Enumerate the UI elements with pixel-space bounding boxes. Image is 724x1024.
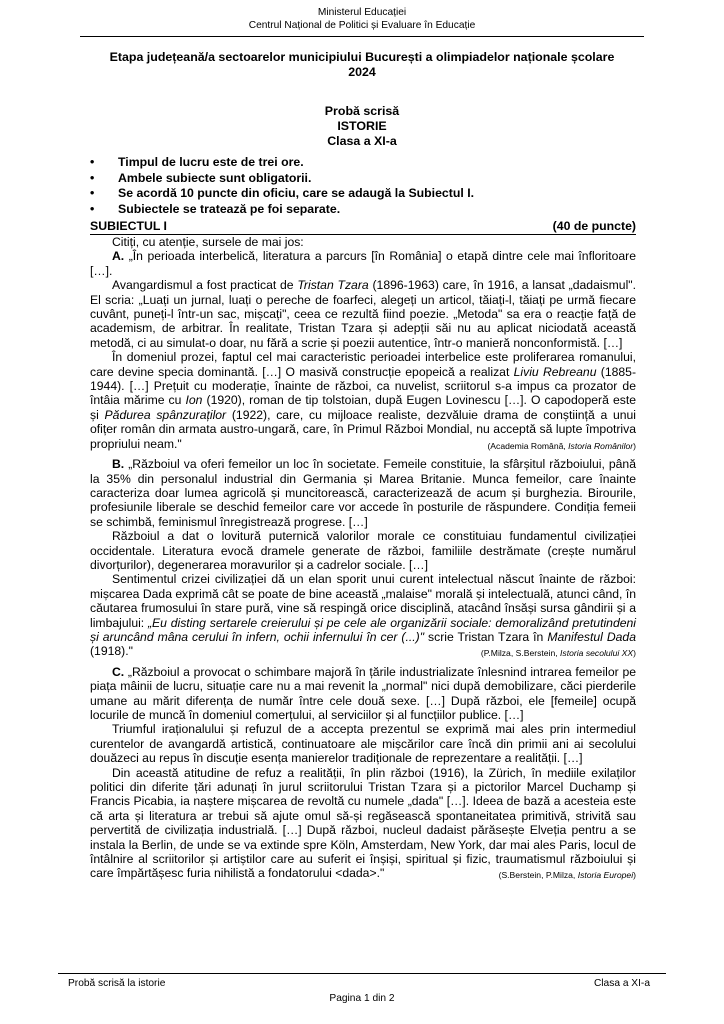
tzara-quote: „Eu disting sertarele creierului și pe cele ale organizării sociale: demoralizând pretutindeni și aruncând mâna cerului în infern, ochii infernului în cer (...)"	[90, 615, 636, 644]
source-c-paragraph-3: Din această atitudine de refuz a realității, în plin război (1916), la Zürich, în mediile exilaților politici din diferite țări adunați în jurul scriitorului Tristan Tzara și a pictorilor Marcel Duchamp și Francis Picabia, ia naștere mișcarea de revoltă cu numele „dada" […]. Ideea de bază a acesteia este că arta și literatura ar trebui să ajute omul să-și regăsească spontaneitatea primitivă, strivită sau pervertită de civilizația industrială. […] După război, nucleul dadaist părăsește Elveția pentru a se instala la Berlin, de unde se va extinde spre Köln, Amsterdam, New York, dar mai ales Paris, locul de întâlnire al scriitorilor și artiștilor care au suferit ei înșiși, spiritual și fizic, traumatismul războiului și care împărtășesc furia nihilistă a fondatorului <dada>." (S.Berstein, P.Milza, Istoria Europei)	[90, 766, 636, 881]
source-b-paragraph-3: Sentimentul crizei civilizației dă un elan sporit unui curent intelectual născut înainte de război: mișcarea Dada exprimă cât se poate de bine această „malaise" morală și intelectuală, atunci când, în căutarea frumosului în stare pură, vine să respingă orice disciplină, atacând însăși sursa gândirii și a limbajului: „Eu disting sertarele creierului și pe cele ale organizării sociale: demoralizând pretutindeni și aruncând mâna cerului în infern, ochii infernului în cer (...)" scrie Tristan Tzara în Manifestul Dada (1918)." (P.Milza, S.Berstein, Istoria secolului XX)	[90, 572, 636, 658]
footer-grade: Clasa a XI-a	[593, 978, 650, 989]
footer-divider	[58, 973, 666, 974]
rule-item: • Timpul de lucru este de trei ore.	[90, 155, 650, 171]
rule-item: • Se acordă 10 puncte din oficiu, care se adaugă la Subiectul I.	[90, 186, 650, 202]
event-title-text: Etapa județeană/a sectoarelor municipiului București a olimpiadelor naționale școlare	[109, 50, 615, 64]
source-a-citation: (Academia Română, Istoria Românilor)	[487, 440, 636, 451]
exam-type: Probă scrisă	[324, 104, 400, 118]
subject-heading	[90, 219, 636, 235]
work-manifestul-dada: Manifestul Dada	[547, 629, 636, 644]
exam-subject: ISTORIE	[337, 119, 387, 133]
subject-points: (40 de puncte)	[552, 219, 636, 233]
source-c-letter: C.	[112, 664, 125, 679]
source-c-citation: (S.Berstein, P.Milza, Istoria Europei)	[498, 870, 636, 881]
event-title	[60, 50, 664, 79]
rule-item: • Subiectele se tratează pe foi separate.	[90, 202, 650, 218]
source-a-paragraph-3: În domeniul prozei, faptul cel mai caracteristic perioadei interbelice este proliferarea romanului, care devine specia dominantă. […] O masivă construcție epopeică a realizat Liviu Rebreanu (1885-1944). […] Prețuit cu moderație, înainte de război, ca nuvelist, scriitorul s-a impus ca prozator de întâia mărime cu Ion (1920), roman de tip tolstoian, după Eugen Lovinescu […]. O capodoperă este și Pădurea spânzuraților (1922), care, cu mijloace realiste, dezvăluie drama de conștiință a unui ofițer român din armata austro-ungară, care, în Primul Război Mondial, nu acceptă să lupte împotriva propriului neam." (Academia Română, Istoria Românilor)	[90, 350, 636, 451]
exam-info	[0, 104, 724, 149]
subject-content	[90, 235, 636, 883]
page-header	[0, 7, 724, 32]
name-tristan-tzara: Tristan Tzara	[297, 278, 369, 293]
source-a-paragraph-2: Avangardismul a fost practicat de Tristan Tzara (1896-1963) care, în 1916, a lansat „dadaismul". El scria: „Luați un jurnal, luați o pereche de foarfeci, alegeți un articol, tăiați-l, tăiați pe urmă fiecare cuvânt, puneți-l într-un sac, mișcați", ceea ce rezultă fiind poezie. „Metoda" sa era o reacție față de academism, de arbitrar. În realitate, Tristan Tzara și adepții săi nu au aplicat niciodată această metodă, ci au simulat-o doar, nu fără a scrie și poezii autentice, într-o manieră nonconformistă. […]	[90, 278, 636, 350]
source-c-paragraph-2: Triumful iraționalului și refuzul de a accepta prezentul se exprimă mai ales prin intermediul curentelor de avangardă artistică, continuatoare ale mișcărilor care încă din primii ani ai secolului douăzeci au repus în discuție esența manierelor tradiționale de reprezentare a realității. […]	[90, 722, 636, 766]
source-b-paragraph-2: Războiul a dat o lovitură puternică valorilor morale ce constituiau fundamentul civilizației occidentale. Literatura evocă dramele generate de război, familiile destrămate (crește numărul divorțurilor), degenerarea moravurilor și a cadrelor sociale. […]	[90, 529, 636, 572]
ministry-name: Ministerul Educației	[317, 7, 407, 18]
exam-grade: Clasa a XI-a	[327, 134, 397, 148]
header-divider	[80, 36, 644, 37]
name-liviu-rebreanu: Liviu Rebreanu	[513, 364, 597, 379]
footer-exam-name: Probă scrisă la istorie	[68, 978, 166, 989]
source-b-citation: (P.Milza, S.Berstein, Istoria secolului XX)	[480, 648, 636, 659]
rule-item: • Ambele subiecte sunt obligatorii.	[90, 171, 650, 187]
work-padurea-spanzuratilor: Pădurea spânzuraților	[104, 407, 227, 422]
exam-rules-list	[90, 155, 650, 217]
source-a-paragraph-1: A. „În perioada interbelică, literatura a parcurs [în România] o etapă dintre cele mai înfloritoare […].	[90, 249, 637, 278]
source-c-paragraph-1: C. „Războiul a provocat o schimbare majoră în țările industrializate înlesnind intrarea femeilor pe piața mâinii de lucru, situație care nu a mai revenit la „normal" nici după demobilizare, căci pierderile umane au mărit diferența de număr între cele două sexe. […] După război, ele [femeile] ocupă locurile de muncă în domeniul comerțului, al serviciilor și al funcțiilor publice. […]	[90, 664, 636, 722]
page-number: Pagina 1 din 2	[329, 993, 395, 1004]
work-ion: Ion	[185, 393, 203, 408]
subject-title: SUBIECTUL I	[90, 219, 167, 233]
source-b-letter: B.	[112, 457, 125, 472]
event-year: 2024	[348, 64, 376, 79]
subject-intro: Citiți, cu atenție, sursele de mai jos:	[112, 235, 304, 249]
center-name: Centrul Național de Politici și Evaluare în Educație	[248, 19, 476, 31]
source-b-paragraph-1: B. „Războiul va oferi femeilor un loc în societate. Femeile constituie, la sfârșitul războiului, până la 35% din personalul industrial din Germania și Marea Britanie. Munca femeilor, care înainte caracteriza doar lumea agricolă și muncitorească, caracterizează de acum și burghezia. Birourile, profesiunile liberale se deschid femeilor care vor accede în posturile de răspundere. Condiția femeii se schimbă, feminismul înregistrează progrese. […]	[90, 457, 636, 529]
source-a-letter: A.	[112, 249, 125, 264]
